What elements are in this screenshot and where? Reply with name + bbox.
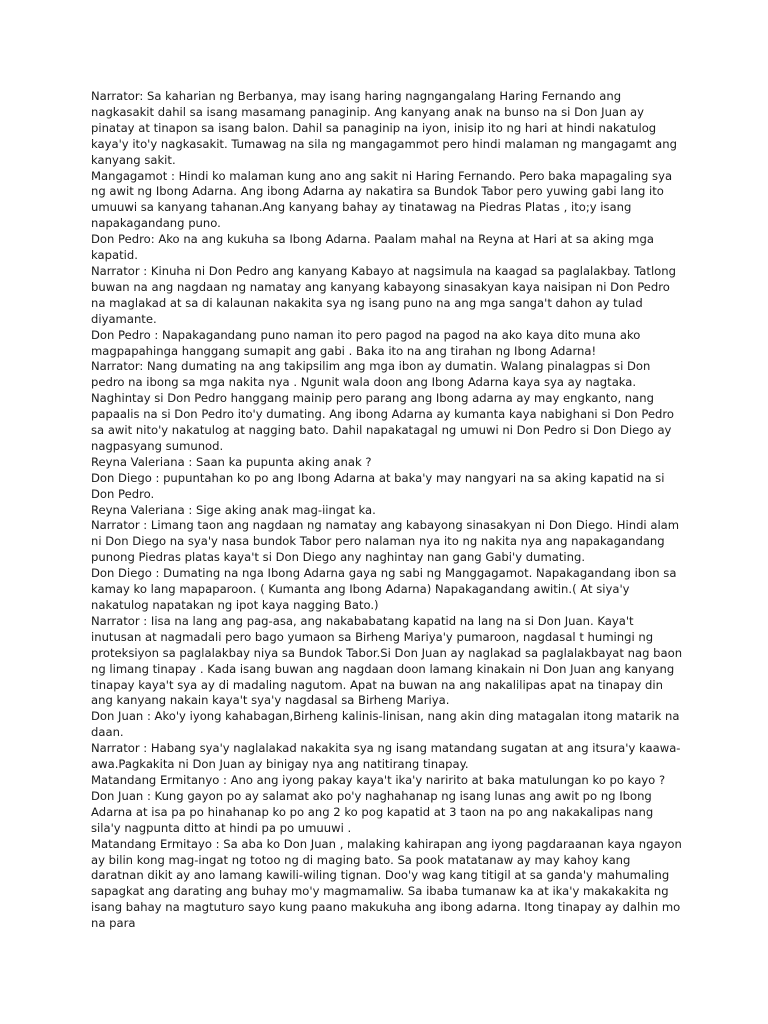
paragraph-13: Don Juan : Ako'y iyong kahabagan,Birheng kalinis-linisan, nang akin ding matagalan itong matarik na daan. (91, 709, 680, 740)
paragraph-14: Narrator : Habang sya'y naglalakad nakakita sya ng isang matandang sugatan at ang itsura'y kaawa-awa.Pagkakita ni Don Juan ay binigay nya ang natitirang tinapay. (91, 741, 681, 772)
paragraph-10: Narrator : Limang taon ang nagdaan ng namatay ang kabayong sinasakyan ni Don Diego. Hindi alam ni Don Diego na sya'y nasa bundok Tabor pero nalaman nya ito ng nakita nya ang napakagandang punong Piedras platas kaya't si Don Diego any naghintay nan gang Gabi'y dumating. (91, 518, 680, 565)
paragraph-11: Don Diego : Dumating na nga Ibong Adarna gaya ng sabi ng Manggagamot. Napakagandang ibon sa kamay ko lang mapaparoon. ( Kumanta ang Ibong Adarna) Napakagandang awitin.( At siya'y nakatulog napatakan ng ipot kaya nagging Bato.) (91, 566, 677, 612)
paragraph-12: Narrator : Iisa na lang ang pag-asa, ang nakababatang kapatid na lang na si Don Juan. Kaya't inutusan at nagmadali pero bago yumaon sa Birheng Mariya'y pumaroon, nagdasal t humingi ng proteksiyon sa paglalakbay niya sa Bundok Tabor.Si Don Juan ay naglakad sa paglalakbayat nag baon ng limang tinapay . Kada isang buwan ang nagdaan doon lamang kinakain ni Don Juan ang kanyang tinapay kaya't sya ay di madaling nagutom. Apat na buwan na ang nakalilipas apat na tinapay din ang kanyang nakain kaya't sya'y nagdasal sa Birheng Mariya. (91, 613, 683, 708)
paragraph-1: Narrator: Sa kaharian ng Berbanya, may isang haring nagngangalang Haring Fernando ang nagkasakit dahil sa isang masamang panaginip. Ang kanyang anak na bunso na si Don Juan ay pinatay at tinapon sa isang balon. Dahil sa panaginip na iyon, inisip ito ng hari at hindi nakatulog kaya'y ito'y nagkasakit. Tumawag na sila ng mangagammot pero hindi malaman ng mangagamt ang kanyang sakit. (91, 89, 677, 167)
paragraph-8: Don Diego : pupuntahan ko po ang Ibong Adarna at baka'y may nangyari na sa aking kapatid na si Don Pedro. (91, 470, 665, 501)
paragraph-2: Mangagamot : Hindi ko malaman kung ano ang sakit ni Haring Fernando. Pero baka mapagaling sya ng awit ng Ibong Adarna. Ang ibong Adarna ay nakatira sa Bundok Tabor pero yuwing gabi lang ito umuuwi sa kanyang tahanan.Ang kanyang bahay ay tinatawag na Piedras Platas , ito;y isang napakagandang puno. (91, 168, 673, 231)
paragraph-7: Reyna Valeriana : Saan ka pupunta aking anak ? (91, 454, 372, 469)
paragraph-17: Matandang Ermitayo : Sa aba ko Don Juan , malaking kahirapan ang iyong pagdaraanan kaya ngayon ay bilin kong mag-ingat ng totoo ng di maging bato. Sa pook matatanaw ay may kahoy kang daratnan dikit ay ano lamang kawili-wiling tignan. Doo'y wag kang titigil at sa ganda'y mahumaling sapagkat ang darating ang buhay mo'y magmamaliw. Sa ibaba tumanaw ka at ika'y makakakita ng isang bahay na magtuturo sayo kung paano makukuha ang ibong adarna. Itong tinapay ay dalhin mo na para (91, 836, 682, 931)
paragraph-4: Narrator : Kinuha ni Don Pedro ang kanyang Kabayo at nagsimula na kaagad sa paglalakbay. Tatlong buwan na ang nagdaan ng namatay ang kanyang kabayong sinasakyan kaya naisipan ni Don Pedro na maglakad at sa di kalaunan nakakita sya ng isang puno na ang mga sanga't dahon ay tulad diyamante. (91, 263, 676, 326)
paragraph-6: Narrator: Nang dumating na ang takipsilim ang mga ibon ay dumatin. Walang pinalagpas si Don pedro na ibong sa mga nakita nya . Ngunit wala doon ang Ibong Adarna kaya sya ay nagtaka. Naghintay si Don Pedro hanggang mainip pero parang ang Ibong adarna ay may engkanto, nang papaalis na si Don Pedro ito'y dumating. Ang ibong Adarna ay kumanta kaya nabighani si Don Pedro sa awit nito'y nakatulog at nagging bato. Dahil napakatagal ng umuwi ni Don Pedro si Don Diego ay nagpasyang sumunod. (91, 359, 675, 453)
paragraph-15: Matandang Ermitanyo : Ano ang iyong pakay kaya't ika'y naririto at baka matulungan ko po kayo ? (91, 772, 666, 787)
paragraph-9: Reyna Valeriana : Sige aking anak mag-iingat ka. (91, 502, 376, 517)
paragraph-3: Don Pedro: Ako na ang kukuha sa Ibong Adarna. Paalam mahal na Reyna at Hari at sa aking mga kapatid. (91, 232, 654, 263)
document-page (91, 89, 685, 932)
paragraph-16: Don Juan : Kung gayon po ay salamat ako po'y naghahanap ng isang lunas ang awit po ng Ibong Adarna at isa pa po hinahanap ko po ang 2 ko pog kapatid at 3 taon na po ang nakakalipas nang sila'y nagpunta ditto at hindi pa po umuuwi . (91, 788, 654, 835)
paragraph-5: Don Pedro : Napakagandang puno naman ito pero pagod na pagod na ako kaya dito muna ako magpapahinga hanggang sumapit ang gabi . Baka ito na ang tirahan ng Ibong Adarna! (91, 327, 641, 358)
